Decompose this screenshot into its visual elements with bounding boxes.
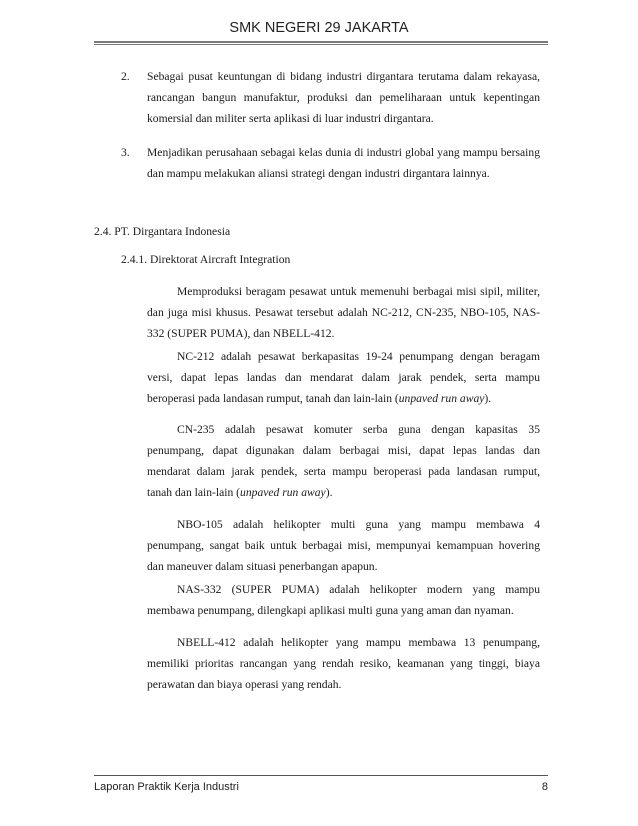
list-item-number: 2. <box>121 70 130 83</box>
paragraph <box>147 346 540 409</box>
text-line: perawatan dan biaya operasi yang rendah. <box>147 678 342 691</box>
text-line: Sebagai pusat keuntungan di bidang industri dirgantara terutama dalam rekayasa, <box>147 70 540 83</box>
text-line: versi, dapat lepas landas dan mendarat dalam jarak pendek, serta mampu <box>147 371 540 384</box>
text-line <box>147 482 540 503</box>
paragraph <box>147 419 540 503</box>
page-number: 8 <box>541 781 548 793</box>
text-line: NAS-332 (SUPER PUMA) adalah helikopter modern yang mampu <box>177 583 540 596</box>
text-line: rancangan bangun manufaktur, produksi dan pemeliharaan untuk kepentingan <box>147 91 540 104</box>
footer-text: Laporan Praktik Kerja Industri <box>94 781 239 793</box>
text-run: beroperasi pada landasan rumput, tanah dan lain-lain ( <box>147 392 399 405</box>
text-line <box>147 388 540 409</box>
paragraph <box>147 632 540 695</box>
text-line: NBELL-412 adalah helikopter yang mampu membawa 13 penumpang, <box>177 636 540 649</box>
text-line: CN-235 adalah pesawat komuter serba guna dengan kapasitas 35 <box>177 423 540 436</box>
text-line: dan maneuver dalam situasi penerbangan apapun. <box>147 560 378 573</box>
text-line: komersial dan militer serta aplikasi di luar industri dirgantara. <box>147 112 434 125</box>
subsection-heading: 2.4.1. Direktorat Aircraft Integration <box>121 253 291 266</box>
text-run: tanah dan lain-lain ( <box>147 486 241 499</box>
paragraph <box>147 579 540 621</box>
paragraph <box>147 281 540 344</box>
text-line: dan juga misi khusus. Pesawat tersebut adalah NC-212, CN-235, NBO-105, NAS- <box>147 306 540 319</box>
text-run: ). <box>325 486 333 499</box>
text-line: dan mampu melakukan aliansi strategi dengan industri dirgantara lainnya. <box>147 167 490 180</box>
text-line: penumpang, dapat digunakan dalam berbagai misi, dapat lepas landas dan <box>147 444 540 457</box>
footer-divider <box>94 775 548 776</box>
text-line: membawa penumpang, dilengkapi aplikasi multi guna yang aman dan nyaman. <box>147 604 514 617</box>
text-line: Menjadikan perusahaan sebagai kelas dunia di industri global yang mampu bersaing <box>147 146 540 159</box>
text-line: mendarat dalam jarak pendek, serta mampu beroperasi pada landasan rumput, <box>147 465 540 478</box>
text-line: 332 (SUPER PUMA), dan NBELL-412. <box>147 327 335 340</box>
page-header-title: SMK NEGERI 29 JAKARTA <box>229 20 409 36</box>
header-divider-thin <box>94 44 548 45</box>
text-run: ). <box>484 392 492 405</box>
italic-term: unpaved run away <box>398 392 485 405</box>
section-heading: 2.4. PT. Dirgantara Indonesia <box>94 225 231 238</box>
italic-term: unpaved run away <box>240 486 326 499</box>
text-line: NC-212 adalah pesawat berkapasitas 19-24 penumpang dengan beragam <box>177 350 540 363</box>
text-line: Memproduksi beragam pesawat untuk memenuhi berbagai misi sipil, militer, <box>177 285 540 298</box>
paragraph <box>147 514 540 577</box>
list-item-text <box>147 142 540 184</box>
text-line: penumpang, sangat baik untuk berbagai misi, mempunyai kemampuan hovering <box>147 539 540 552</box>
text-line: memiliki prioritas rancangan yang rendah resiko, keamanan yang tinggi, biaya <box>147 657 540 670</box>
text-line: NBO-105 adalah helikopter multi guna yang mampu membawa 4 <box>177 518 540 531</box>
list-item-number: 3. <box>121 146 130 159</box>
list-item-text <box>147 66 540 129</box>
header-divider <box>94 41 548 43</box>
